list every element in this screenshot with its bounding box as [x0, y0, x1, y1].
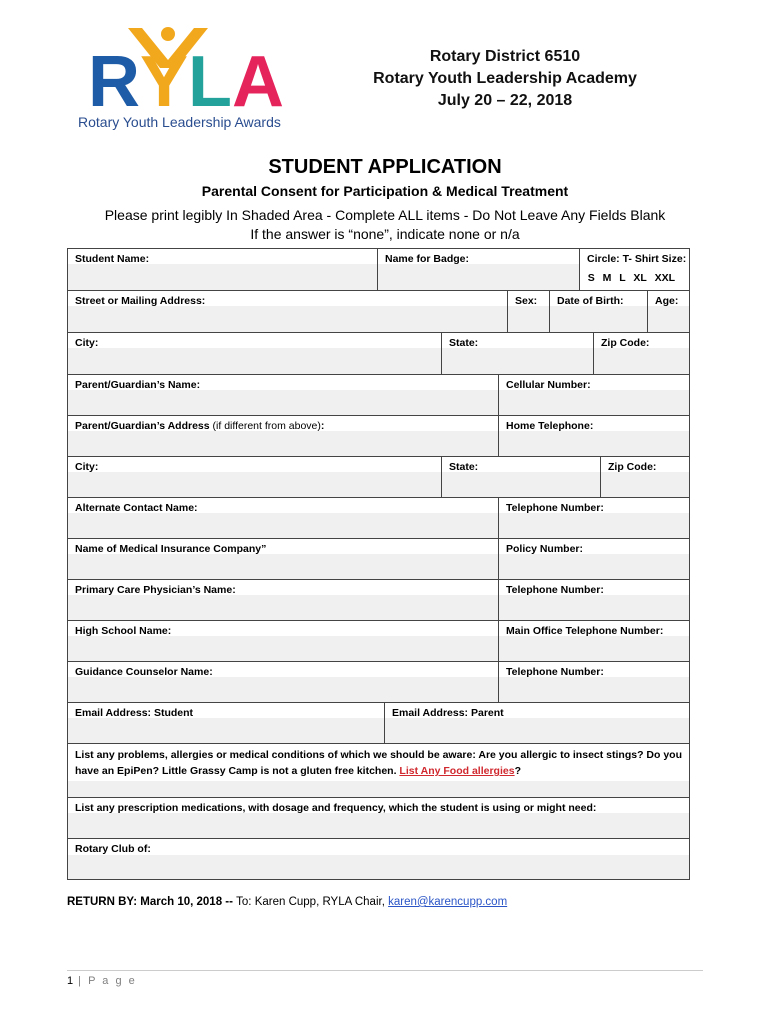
guardian-name-field[interactable] — [68, 375, 499, 415]
tshirt-size-field[interactable] — [580, 249, 689, 290]
guardian-address-text: Parent/Guardian’s Address — [75, 420, 210, 432]
prescriptions-label: List any prescription medications, with dosage and frequency, which the student is using or might need: — [75, 802, 597, 814]
instructions-line-2: If the answer is “none”, indicate none or n/a — [250, 226, 520, 242]
page-subtitle: Parental Consent for Participation & Medical Treatment — [201, 183, 569, 199]
guardian-address-field[interactable] — [68, 416, 499, 456]
counselor-telephone-label: Telephone Number: — [506, 666, 604, 678]
cellular-number-label: Cellular Number: — [506, 379, 591, 391]
date-of-birth-field[interactable] — [550, 291, 648, 332]
cellular-number-field[interactable] — [499, 375, 689, 415]
guardian-zip-field[interactable] — [601, 457, 689, 497]
physician-telephone-field[interactable] — [499, 580, 689, 620]
food-allergies-text: List Any Food allergies — [399, 765, 515, 777]
street-address-label: Street or Mailing Address: — [75, 295, 206, 307]
form-row-counselor — [68, 662, 689, 703]
application-form — [67, 248, 690, 880]
high-school-label: High School Name: — [75, 625, 172, 637]
guardian-state-label: State: — [449, 461, 479, 473]
guardian-address-label — [75, 420, 324, 432]
insurance-company-field[interactable] — [68, 539, 499, 579]
guardian-name-label: Parent/Guardian’s Name: — [75, 379, 201, 391]
form-row-physician — [68, 580, 689, 621]
age-label: Age: — [655, 295, 679, 307]
state-field[interactable] — [442, 333, 594, 374]
home-telephone-field[interactable] — [499, 416, 689, 456]
ryla-logo — [70, 22, 310, 134]
counselor-name-label: Guidance Counselor Name: — [75, 666, 213, 678]
student-name-field[interactable] — [68, 249, 378, 290]
page-footer — [67, 975, 137, 987]
return-by-line — [67, 896, 507, 908]
medical-problems-label — [75, 747, 685, 779]
counselor-name-field[interactable] — [68, 662, 499, 702]
rotary-club-field[interactable] — [68, 839, 689, 879]
medical-problems-text: List any problems, allergies or medical conditions of which we should be aware: Are you allergic to insect stings? Do you have an EpiPen? Little Grassy Camp is not a gluten free kitchen. — [75, 749, 682, 777]
logo-letter-r: R — [88, 42, 140, 114]
form-row-student — [68, 249, 689, 291]
student-email-field[interactable] — [68, 703, 385, 743]
city-field[interactable] — [68, 333, 442, 374]
return-by-label: RETURN BY: March 10, 2018 — [67, 896, 223, 908]
header-academy: Rotary Youth Leadership Academy — [373, 70, 637, 87]
badge-name-field[interactable] — [378, 249, 580, 290]
main-office-telephone-label: Main Office Telephone Number: — [506, 625, 664, 637]
medical-problems-field[interactable] — [68, 744, 689, 797]
sex-field[interactable] — [508, 291, 550, 332]
return-email-link[interactable]: karen@karencupp.com — [388, 896, 508, 908]
alternate-contact-label: Alternate Contact Name: — [75, 502, 198, 514]
street-address-field[interactable] — [68, 291, 508, 332]
physician-name-label: Primary Care Physician’s Name: — [75, 584, 236, 596]
zip-code-label: Zip Code: — [601, 337, 650, 349]
form-row-address — [68, 291, 689, 333]
tshirt-size-options[interactable]: S M L XL XXL — [587, 272, 675, 284]
high-school-field[interactable] — [68, 621, 499, 661]
form-row-problems — [68, 744, 689, 798]
age-field[interactable] — [648, 291, 689, 332]
return-to-text: To: Karen Cupp, RYLA Chair, — [236, 896, 389, 908]
badge-name-label: Name for Badge: — [385, 253, 470, 265]
parent-email-field[interactable] — [385, 703, 689, 743]
student-name-label: Student Name: — [75, 253, 150, 265]
sex-label: Sex: — [515, 295, 538, 307]
insurance-company-label: Name of Medical Insurance Company” — [75, 543, 267, 555]
guardian-address-colon: : — [320, 420, 325, 432]
form-row-prescriptions — [68, 798, 689, 839]
form-row-guardian — [68, 375, 689, 416]
form-row-city-2 — [68, 457, 689, 498]
instructions-line-1: Please print legibly In Shaded Area - Complete ALL items - Do Not Leave Any Fields Blank — [104, 207, 666, 223]
date-of-birth-label: Date of Birth: — [557, 295, 624, 307]
alternate-contact-field[interactable] — [68, 498, 499, 538]
alternate-telephone-field[interactable] — [499, 498, 689, 538]
form-row-school — [68, 621, 689, 662]
policy-number-field[interactable] — [499, 539, 689, 579]
logo-letter-y: Y — [140, 42, 189, 114]
header-district: Rotary District 6510 — [429, 48, 581, 65]
guardian-address-note: (if different from above) — [209, 420, 321, 432]
form-row-guardian-address — [68, 416, 689, 457]
form-row-email — [68, 703, 689, 744]
policy-number-label: Policy Number: — [506, 543, 584, 555]
guardian-zip-label: Zip Code: — [608, 461, 657, 473]
prescriptions-field[interactable] — [68, 798, 689, 838]
tshirt-size-label: Circle: T- Shirt Size: — [587, 253, 687, 265]
home-telephone-label: Home Telephone: — [506, 420, 594, 432]
state-label: State: — [449, 337, 479, 349]
physician-name-field[interactable] — [68, 580, 499, 620]
student-email-label: Email Address: Student — [75, 707, 194, 719]
rotary-club-label: Rotary Club of: — [75, 843, 151, 855]
guardian-city-field[interactable] — [68, 457, 442, 497]
form-row-rotary-club — [68, 839, 689, 879]
figure-head — [161, 27, 175, 41]
form-row-city — [68, 333, 689, 375]
header-dates: July 20 – 22, 2018 — [437, 92, 573, 109]
counselor-telephone-field[interactable] — [499, 662, 689, 702]
logo-letter-a: A — [232, 42, 284, 114]
footer-divider — [67, 970, 703, 971]
medical-problems-end: ? — [514, 765, 521, 777]
form-row-insurance — [68, 539, 689, 580]
alternate-telephone-label: Telephone Number: — [506, 502, 604, 514]
return-by-separator: -- — [222, 896, 237, 908]
page-word: P a g e — [88, 975, 137, 987]
form-row-alternate — [68, 498, 689, 539]
physician-telephone-label: Telephone Number: — [506, 584, 604, 596]
parent-email-label: Email Address: Parent — [392, 707, 504, 719]
footer-separator: | — [73, 975, 89, 987]
logo-letter-l: L — [188, 42, 232, 114]
guardian-city-label: City: — [75, 461, 99, 473]
guardian-state-field[interactable] — [442, 457, 601, 497]
city-label: City: — [75, 337, 99, 349]
ryla-logo-graphic — [70, 22, 310, 114]
page-title: STUDENT APPLICATION — [268, 156, 502, 178]
page-number: 1 — [67, 975, 74, 987]
main-office-telephone-field[interactable] — [499, 621, 689, 661]
logo-subtitle: Rotary Youth Leadership Awards — [78, 114, 281, 130]
zip-code-field[interactable] — [594, 333, 689, 374]
